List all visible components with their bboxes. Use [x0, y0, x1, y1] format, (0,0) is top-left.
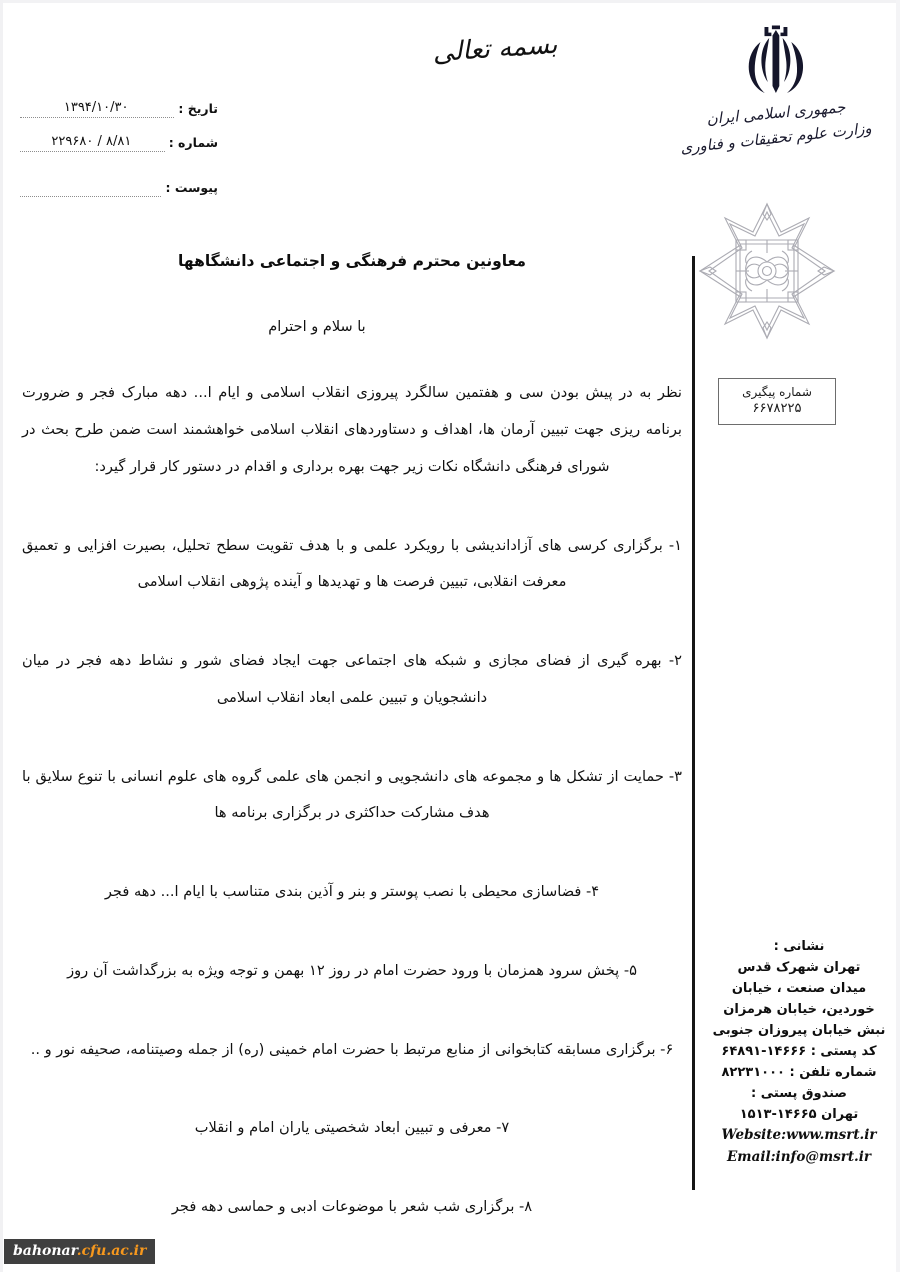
- intro-paragraph: نظر به در پیش بودن سی و هفتمین سالگرد پیروزی انقلاب اسلامی و ایام ا... دهه مبارک فجر و ضرورت برنامه ریزی جهت تبیین آرمان ها، اهداف و دستاوردهای انقلاب اسلامی خواهشمند است ضمن طرح بحث در شورای فرهنگی دانشگاه نکات زیر جهت بهره برداری و اقدام در دستور کار قرار گیرد:: [22, 384, 682, 475]
- clause-item: ۲- بهره گیری از فضای مجازی و شبکه های اجتماعی جهت ایجاد فضای شور و نشاط دهه فجر در میان دانشجویان و تبیین علمی ابعاد انقلاب اسلامی: [22, 652, 682, 706]
- address-block: [708, 936, 890, 1169]
- recipient-heading: معاونین محترم فرهنگی و اجتماعی دانشگاهها: [178, 252, 526, 270]
- email-link[interactable]: Email:info@msrt.ir: [727, 1149, 871, 1166]
- greeting-line: با سلام و احترام: [268, 319, 366, 336]
- vertical-divider-rule: [692, 256, 695, 1190]
- date-value: ۱۳۹۴/۱۰/۳۰: [63, 100, 129, 115]
- date-label: تاریخ :: [178, 101, 218, 116]
- letter-body: [22, 250, 682, 1226]
- website-link[interactable]: Website:www.msrt.ir: [721, 1127, 877, 1144]
- letter-meta-fields: [18, 84, 218, 197]
- clause-item: ۱- برگزاری کرسی های آزاداندیشی با رویکرد علمی و با هدف تقویت سطح تحلیل، بصیرت افزایی و تعمیق معرفت انقلابی، تبیین فرصت ها و تهدیدها و آینده پژوهی انقلاب اسلامی: [22, 536, 682, 591]
- tracking-number-value: ۶۶۷۸۲۲۵: [752, 401, 802, 417]
- attachment-dotted-rule: [20, 196, 161, 197]
- address-line-3: خوردین، خیابان هرمزان: [723, 1002, 875, 1018]
- meta-row-number: [18, 118, 218, 152]
- besmeh-taala-heading: بسمه تعالی: [431, 29, 559, 69]
- number-value-wrap: [18, 126, 165, 152]
- tracking-number-label: شماره پیگیری: [742, 385, 812, 399]
- address-line-1: تهران شهرک قدس: [737, 960, 861, 976]
- org-name-country: جمهوری اسلامی ایران: [705, 97, 847, 129]
- attachment-value-wrap: [18, 171, 161, 197]
- number-label: شماره :: [168, 135, 218, 150]
- number-value: ۸/۸۱ / ۲۲۹۶۸۰: [51, 134, 132, 149]
- meta-row-date: [18, 84, 218, 118]
- scan-edge-left: [0, 0, 3, 1272]
- date-value-wrap: [18, 92, 174, 118]
- iran-emblem-icon: [676, 24, 876, 98]
- scan-edge-top: [0, 0, 900, 3]
- date-dotted-rule: [20, 117, 174, 118]
- po-box-label: صندوق پستی :: [751, 1086, 847, 1102]
- address-label: نشانی :: [773, 939, 825, 954]
- ministry-letterhead: [676, 24, 876, 157]
- clause-item: ۷- معرفی و تبیین ابعاد شخصیتی یاران امام و انقلاب: [194, 1119, 510, 1137]
- clause-item: ۴- فضاسازی محیطی با نصب پوستر و بنر و آذین بندی متناسب با ایام ا... دهه فجر: [104, 883, 600, 901]
- number-dotted-rule: [20, 151, 165, 152]
- clause-item: ۸- برگزاری شب شعر با موضوعات ادبی و حماسی دهه فجر: [171, 1198, 533, 1216]
- site-watermark: [4, 1239, 155, 1264]
- watermark-primary-text: bahonar: [13, 1243, 77, 1259]
- address-line-4: نبش خیابان پیروزان جنوبی: [712, 1023, 886, 1039]
- address-line-2: میدان صنعت ، خیابان: [731, 981, 867, 997]
- meta-row-attachment: [18, 168, 218, 197]
- clause-list: [22, 528, 682, 1226]
- scan-edge-right: [896, 0, 900, 1272]
- clause-item: ۶- برگزاری مسابقه کتابخوانی از منابع مرتبط با حضرت امام خمینی (ره) از جمله وصیتنامه، صحیفه نور و ..: [30, 1040, 674, 1058]
- islamic-eight-point-star-ornament-icon: [692, 196, 842, 346]
- po-box-value: تهران ۱۴۶۶۵-۱۵۱۳: [739, 1107, 859, 1123]
- phone-number: شماره تلفن : ۸۲۲۳۱۰۰۰: [721, 1065, 877, 1081]
- postal-code: کد پستی : ۱۴۶۶۶-۶۴۸۹۱: [721, 1044, 877, 1060]
- clause-item: ۵- پخش سرود همزمان با ورود حضرت امام در روز ۱۲ بهمن و توجه ویژه به بزرگداشت آن روز: [67, 961, 637, 979]
- watermark-secondary-text: .cfu.ac.ir: [76, 1243, 147, 1259]
- attachment-label: پیوست :: [165, 180, 218, 195]
- org-name-ministry: وزارت علوم تحقیقات و فناوری: [679, 119, 873, 157]
- tracking-number-box: [718, 378, 836, 425]
- clause-item: ۳- حمایت از تشکل ها و مجموعه های دانشجویی و انجمن های علمی گروه های علوم انسانی با تنوع سلایق با هدف مشارکت حداکثری در برگزاری برنامه ها: [22, 767, 682, 822]
